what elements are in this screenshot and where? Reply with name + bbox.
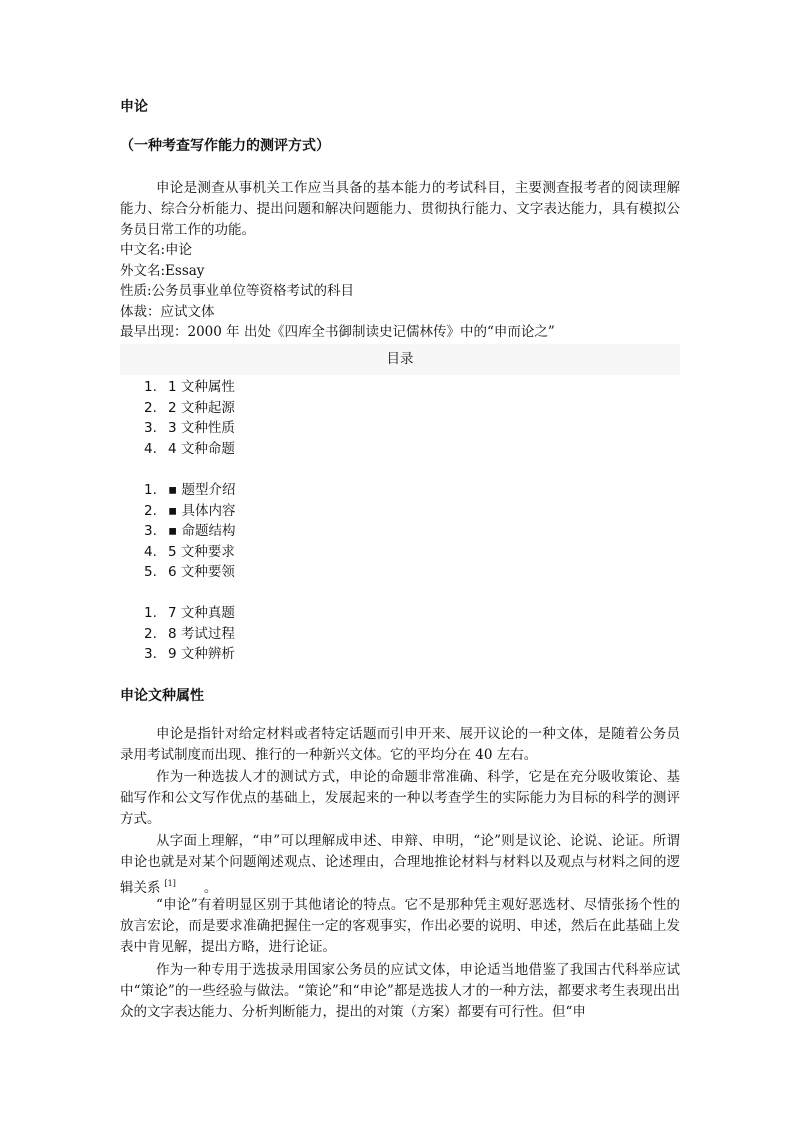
toc-group-1 (144, 377, 235, 459)
toc-item[interactable]: 3. 3 文种性质 (144, 420, 235, 437)
section-paragraph-2: 作为一种选拔人才的测试方式，申论的命题非常准确、科学，它是在充分吸收策论、基础写作和公文写作优点的基础上，发展起来的一种以考查学生的实际能力为目标的科学的测评方式。 (120, 769, 680, 827)
meta-genre: 体裁：应试文体 (120, 303, 215, 320)
section-paragraph-3 (120, 831, 680, 899)
toc-item[interactable]: 1. 7 文种真题 (144, 605, 235, 621)
section-heading: 申论文种属性 (120, 688, 204, 704)
toc-item[interactable]: 4. 4 文种命题 (144, 440, 235, 457)
document-title: 申论 (120, 99, 148, 115)
paragraph-3-end: 。 (203, 880, 218, 896)
meta-nature: 性质:公务员事业单位等资格考试的科目 (120, 283, 355, 300)
toc-heading: 目录 (120, 344, 680, 375)
toc-item[interactable]: 4. 5 文种要求 (144, 543, 235, 560)
toc-item[interactable]: 2. ▪ 具体内容 (144, 502, 236, 519)
section-paragraph-5: 作为一种专用于选拔录用国家公务员的应试文体，申论适当地借鉴了我国古代科举应试中“策论”的一些经验与做法。“策论”和“申论”都是选拔人才的一种方法，都要求考生表现出出众的文字表达能力、分析判断能力，提出的对策（方案）都要有可行性。但“申 (120, 962, 680, 1020)
meta-origin: 最早出现：2000 年 出处《四库全书御制读史记儒林传》中的“申而论之” (120, 324, 555, 341)
meta-chinese-name: 中文名:申论 (120, 242, 193, 258)
toc-item[interactable]: 1. 1 文种属性 (144, 379, 235, 395)
meta-info (120, 240, 555, 343)
toc-item[interactable]: 2. 2 文种起源 (144, 399, 235, 416)
toc-item[interactable]: 1. ▪ 题型介绍 (144, 482, 236, 498)
document-subtitle: （一种考查写作能力的测评方式） (120, 138, 330, 154)
intro-paragraph: 申论是测查从事机关工作应当具备的基本能力的考试科目，主要测查报考者的阅读理解能力、综合分析能力、提出问题和解决问题能力、贯彻执行能力、文字表达能力，具有模拟公务员日常工作的功能。 (120, 180, 680, 238)
toc-item[interactable]: 2. 8 考试过程 (144, 625, 235, 642)
toc-group-3 (144, 603, 235, 665)
toc-item[interactable]: 3. 9 文种辨析 (144, 646, 235, 663)
toc-group-2 (144, 480, 235, 583)
toc-item[interactable]: 3. ▪ 命题结构 (144, 523, 236, 540)
toc-item[interactable]: 5. 6 文种要领 (144, 564, 235, 581)
paragraph-3-text: 从字面上理解，“申”可以理解成申述、申辩、申明，“论”则是议论、论说、论证。所谓申论也就是对某个问题阐述观点、论述理由，合理地推论材料与材料以及观点与材料之间的逻辑关系 (120, 833, 680, 896)
citation-ref[interactable]: [1] (164, 879, 176, 888)
section-paragraph-1: 申论是指针对给定材料或者特定话题而引申开来、展开议论的一种文体，是随着公务员录用考试制度而出现、推行的一种新兴文体。它的平均分在 40 左右。 (120, 726, 680, 763)
meta-foreign-name: 外文名:Essay (120, 262, 205, 279)
section-paragraph-4: “申论”有着明显区别于其他诸论的特点。它不是那种凭主观好恶选材、尽情张扬个性的放言宏论，而是要求准确把握住一定的客观事实，作出必要的说明、申述，然后在此基础上发表中肯见解，提出方略，进行论证。 (120, 897, 680, 955)
